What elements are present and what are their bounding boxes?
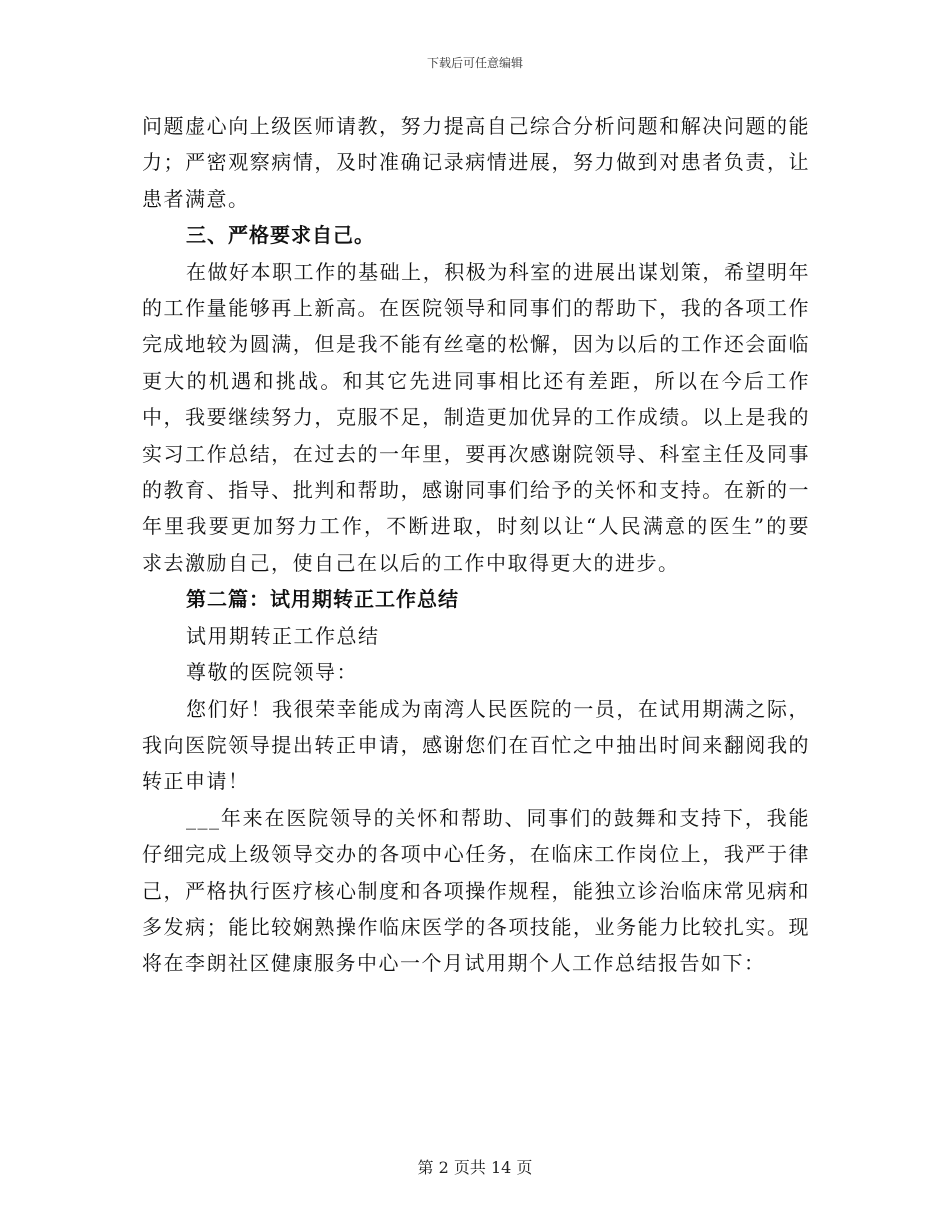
chapter-heading-second: 第二篇：试用期转正工作总结 xyxy=(186,587,459,612)
section-heading-strict-self: 三、严格要求自己。 xyxy=(186,223,375,248)
paragraph-greeting: 您们好！我很荣幸能成为南湾人民医院的一员，在试用期满之际，我向医院领导提出转正申请，感谢您们在百忙之中抽出时间来翻阅我的转正申请！ xyxy=(142,696,810,794)
page-footer: 第 2 页共 14 页 xyxy=(417,1158,533,1177)
document-body xyxy=(142,108,810,982)
paragraph-continued: 问题虚心向上级医师请教，努力提高自己综合分析问题和解决问题的能力；严密观察病情，及时准确记录病情进展，努力做到对患者负责，让患者满意。 xyxy=(142,114,810,211)
document-title: 试用期转正工作总结 xyxy=(186,623,380,648)
salutation: 尊敬的医院领导： xyxy=(186,660,358,685)
paragraph-summary-intro: ___年来在医院领导的关怀和帮助、同事们的鼓舞和支持下，我能仔细完成上级领导交办的各项中心任务，在临床工作岗位上，我严于律己，严格执行医疗核心制度和各项操作规程，能独立诊治临床常见病和多发病；能比较娴熟操作临床医学的各项技能，业务能力比较扎实。现将在李朗社区健康服务中心一个月试用期个人工作总结报告如下： xyxy=(142,805,810,976)
paragraph-strict-self: 在做好本职工作的基础上，积极为科室的进展出谋划策，希望明年的工作量能够再上新高。在医院领导和同事们的帮助下，我的各项工作完成地较为圆满，但是我不能有丝毫的松懈，因为以后的工作还会面临更大的机遇和挑战。和其它先进同事相比还有差距，所以在今后工作中，我要继续努力，克服不足，制造更加优异的工作成绩。以上是我的实习工作总结，在过去的一年里，要再次感谢院领导、科室主任及同事的教育、指导、批判和帮助，感谢同事们给予的关怀和支持。在新的一年里我要更加努力工作，不断进取，时刻以让“人民满意的医生”的要求去激励自己，使自己在以后的工作中取得更大的进步。 xyxy=(142,259,810,575)
page-header: 下载后可任意编辑 xyxy=(426,56,523,70)
